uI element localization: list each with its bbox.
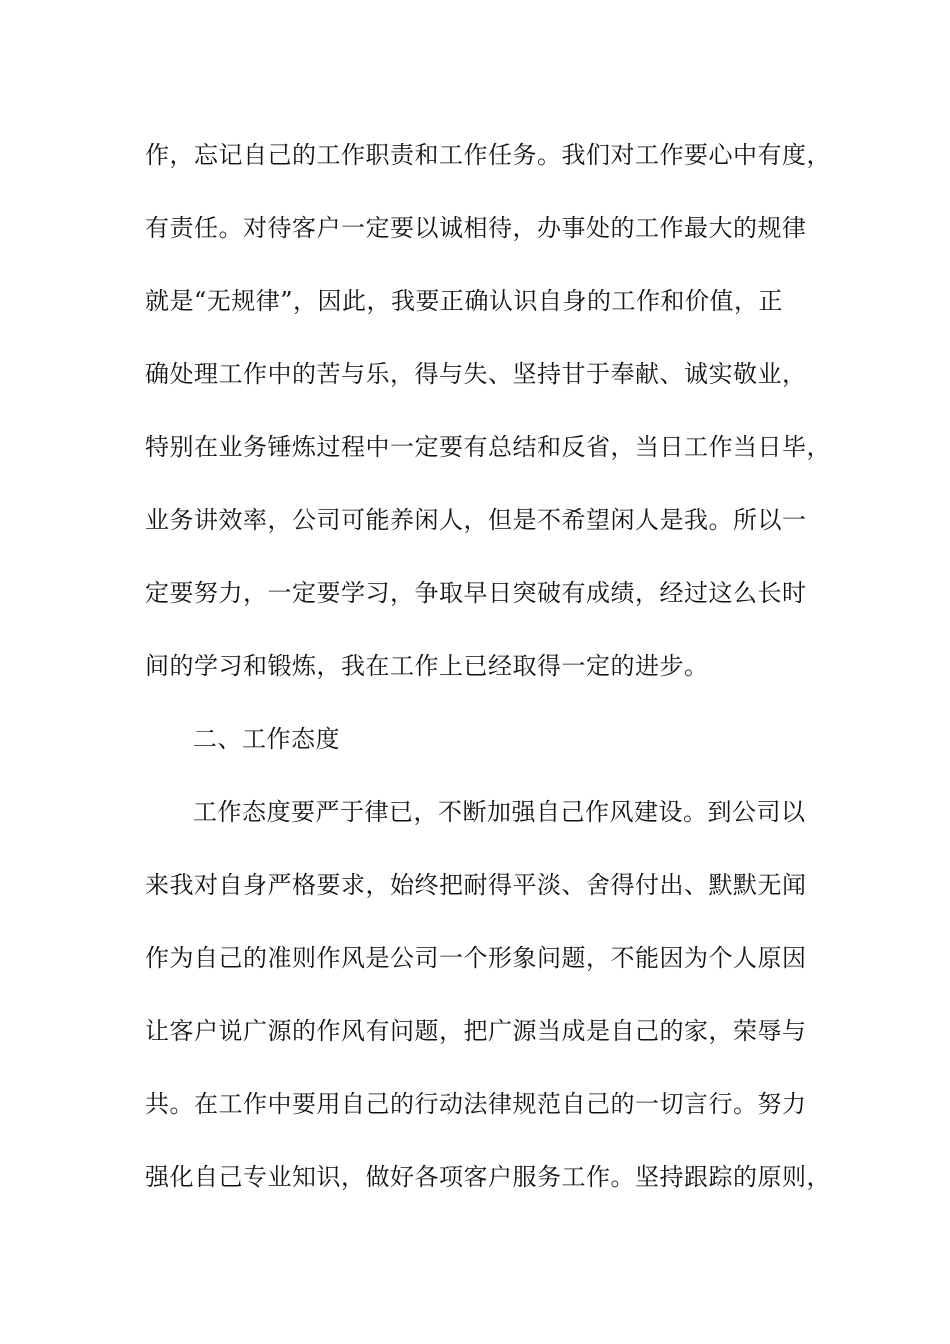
body-text-line: 有责任。对待客户一定要以诚相待，办事处的工作最大的规律 — [145, 214, 807, 242]
body-text-line: 让客户说广源的作风有问题，把广源当成是自己的家，荣辱与 — [145, 1017, 807, 1045]
body-text-line: 就是“无规律”，因此，我要正确认识自身的工作和价值，正 — [145, 287, 784, 315]
body-text-line: 确处理工作中的苦与乐，得与失、坚持甘于奉献、诚实敬业， — [145, 360, 807, 388]
body-text-line: 共。在工作中要用自己的行动法律规范自己的一切言行。努力 — [145, 1090, 807, 1118]
body-text-line: 作，忘记自己的工作职责和工作任务。我们对工作要心中有度， — [145, 141, 831, 169]
body-text-line: 强化自己专业知识，做好各项客户服务工作。坚持跟踪的原则， — [145, 1163, 831, 1191]
body-text-line: 来我对自身严格要求，始终把耐得平淡、舍得付出、默默无闻 — [145, 871, 807, 899]
body-text-line: 业务讲效率，公司可能养闲人，但是不希望闲人是我。所以一 — [145, 506, 807, 534]
body-text-line: 特别在业务锤炼过程中一定要有总结和反省，当日工作当日毕， — [145, 433, 831, 461]
body-text-line: 定要努力，一定要学习，争取早日突破有成绩，经过这么长时 — [145, 579, 807, 607]
body-text-line: 间的学习和锻炼，我在工作上已经取得一定的进步。 — [145, 652, 709, 680]
section-heading: 二、工作态度 — [193, 725, 340, 753]
body-text-line: 作为自己的准则作风是公司一个形象问题，不能因为个人原因 — [145, 944, 807, 972]
body-text-line: 工作态度要严于律已，不断加强自己作风建设。到公司以 — [193, 798, 806, 826]
